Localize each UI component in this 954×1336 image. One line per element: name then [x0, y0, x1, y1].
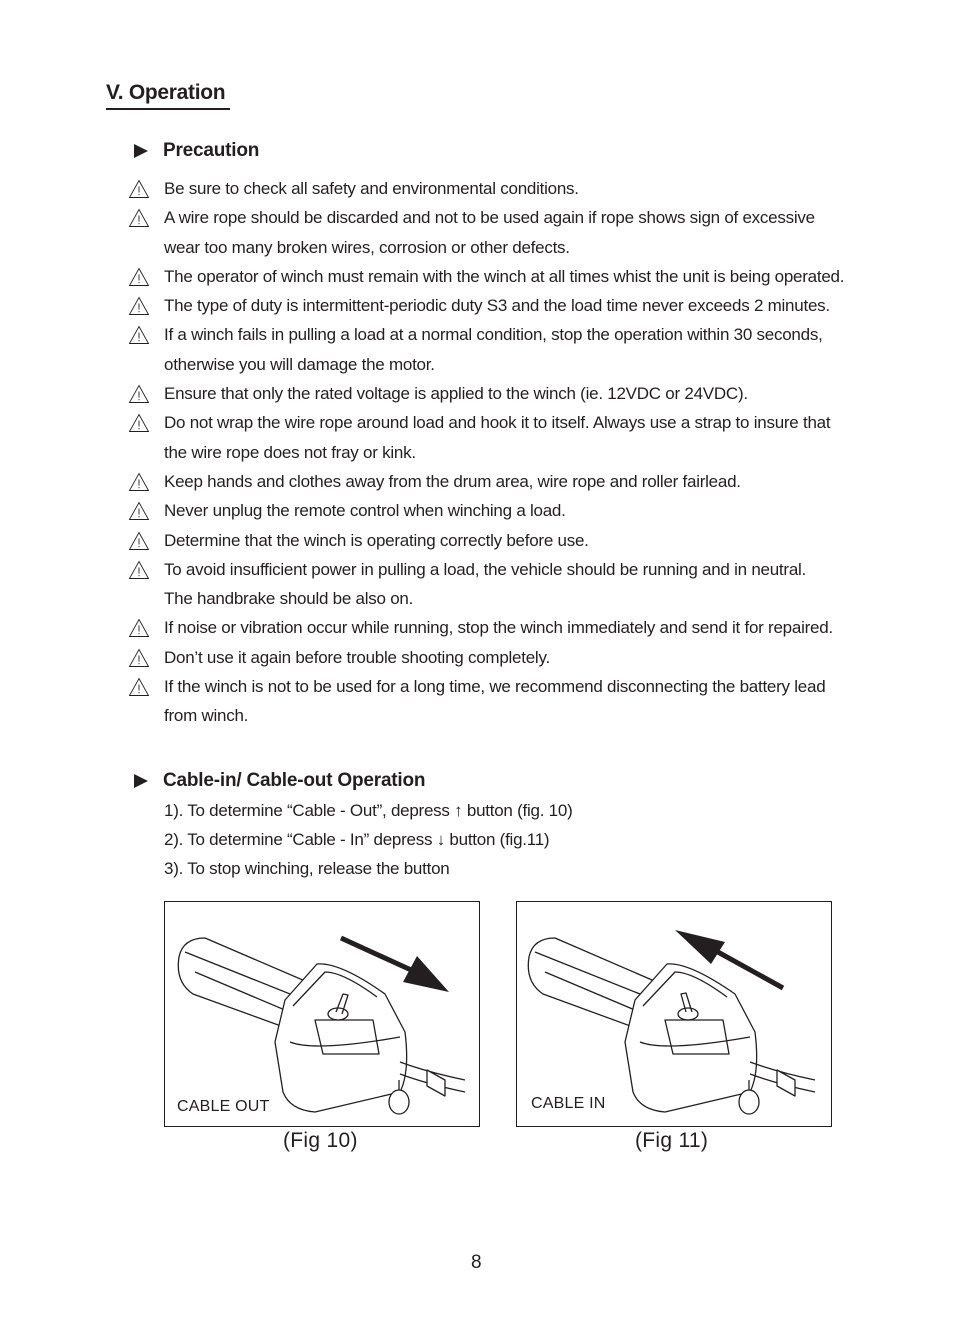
cable-operation-steps [164, 796, 573, 883]
warning-triangle-icon [128, 501, 150, 521]
precaution-item [126, 262, 846, 291]
warning-triangle-icon [128, 384, 150, 404]
precaution-item-text: A wire rope should be discarded and not to be used again if rope shows sign of excessive wear too many broken wires, corrosion or other defects. [164, 208, 815, 257]
precaution-item [126, 291, 846, 320]
precaution-item [126, 555, 846, 614]
precaution-item-text: The type of duty is intermittent-periodic duty S3 and the load time never exceeds 2 minutes. [164, 296, 830, 316]
precaution-item-text: If a winch fails in pulling a load at a normal condition, stop the operation within 30 seconds, otherwise you will damage the motor. [164, 325, 823, 374]
figure-inner-label: CABLE IN [531, 1095, 606, 1112]
triangle-right-icon [134, 144, 148, 158]
precaution-list [126, 174, 846, 731]
step-item: 1). To determine “Cable - Out”, depress ↑ button (fig. 10) [164, 801, 573, 820]
precaution-item [126, 379, 846, 408]
precaution-item-text: Ensure that only the rated voltage is applied to the winch (ie. 12VDC or 24VDC). [164, 384, 748, 404]
precaution-item [126, 613, 846, 642]
warning-triangle-icon [128, 472, 150, 492]
precaution-item-text: Determine that the winch is operating correctly before use. [164, 530, 589, 550]
remote-control-illustration [165, 902, 480, 1127]
cable-operation-heading [134, 770, 425, 792]
warning-triangle-icon [128, 413, 150, 433]
figure-cable-out [164, 901, 480, 1127]
warning-triangle-icon [128, 179, 150, 199]
warning-triangle-icon [128, 677, 150, 697]
precaution-item [126, 526, 846, 555]
precaution-item-text: If noise or vibration occur while running, stop the winch immediately and send it for repaired. [164, 618, 833, 638]
precaution-item-text: Be sure to check all safety and environmental conditions. [164, 179, 579, 198]
precaution-item [126, 203, 846, 262]
step-item: 3). To stop winching, release the button [164, 859, 450, 878]
precaution-item-text: The operator of winch must remain with the winch at all times whist the unit is being operated. [164, 266, 845, 286]
warning-triangle-icon [128, 560, 150, 580]
precaution-item-text: Don’t use it again before trouble shooting completely. [164, 647, 550, 667]
precaution-item [126, 174, 846, 203]
precaution-item [126, 320, 846, 379]
figure-caption: (Fig 10) [283, 1129, 358, 1152]
step-item: 2). To determine “Cable - In” depress ↓ button (fig.11) [164, 830, 550, 849]
precaution-item-text: Never unplug the remote control when winching a load. [164, 501, 566, 521]
precaution-heading-text: Precaution [163, 140, 260, 161]
precaution-item [126, 496, 846, 525]
figure-caption: (Fig 11) [635, 1129, 709, 1152]
warning-triangle-icon [128, 618, 150, 638]
precaution-item-text: Do not wrap the wire rope around load and hook it to itself. Always use a strap to insure that the wire rope does not fray or kink. [164, 413, 831, 462]
warning-triangle-icon [128, 296, 150, 316]
warning-triangle-icon [128, 531, 150, 551]
warning-triangle-icon [128, 267, 150, 287]
page-title: V. Operation [106, 81, 230, 110]
remote-control-illustration [517, 902, 832, 1127]
warning-triangle-icon [128, 208, 150, 228]
precaution-item [126, 672, 846, 731]
warning-triangle-icon [128, 325, 150, 345]
precaution-item [126, 643, 846, 672]
precaution-heading [134, 140, 259, 162]
page-number: 8 [471, 1252, 482, 1273]
precaution-item [126, 408, 846, 467]
triangle-right-icon [134, 774, 148, 788]
warning-triangle-icon [128, 648, 150, 668]
cable-operation-heading-text: Cable-in/ Cable-out Operation [163, 770, 426, 791]
figure-cable-in [516, 901, 832, 1127]
precaution-item-text: Keep hands and clothes away from the drum area, wire rope and roller fairlead. [164, 471, 741, 491]
figure-inner-label: CABLE OUT [177, 1098, 270, 1115]
precaution-item-text: If the winch is not to be used for a long time, we recommend disconnecting the battery lead from winch. [164, 677, 826, 726]
precaution-item [126, 467, 846, 496]
precaution-item-text: To avoid insufficient power in pulling a load, the vehicle should be running and in neutral. The handbrake should be also on. [164, 559, 807, 609]
